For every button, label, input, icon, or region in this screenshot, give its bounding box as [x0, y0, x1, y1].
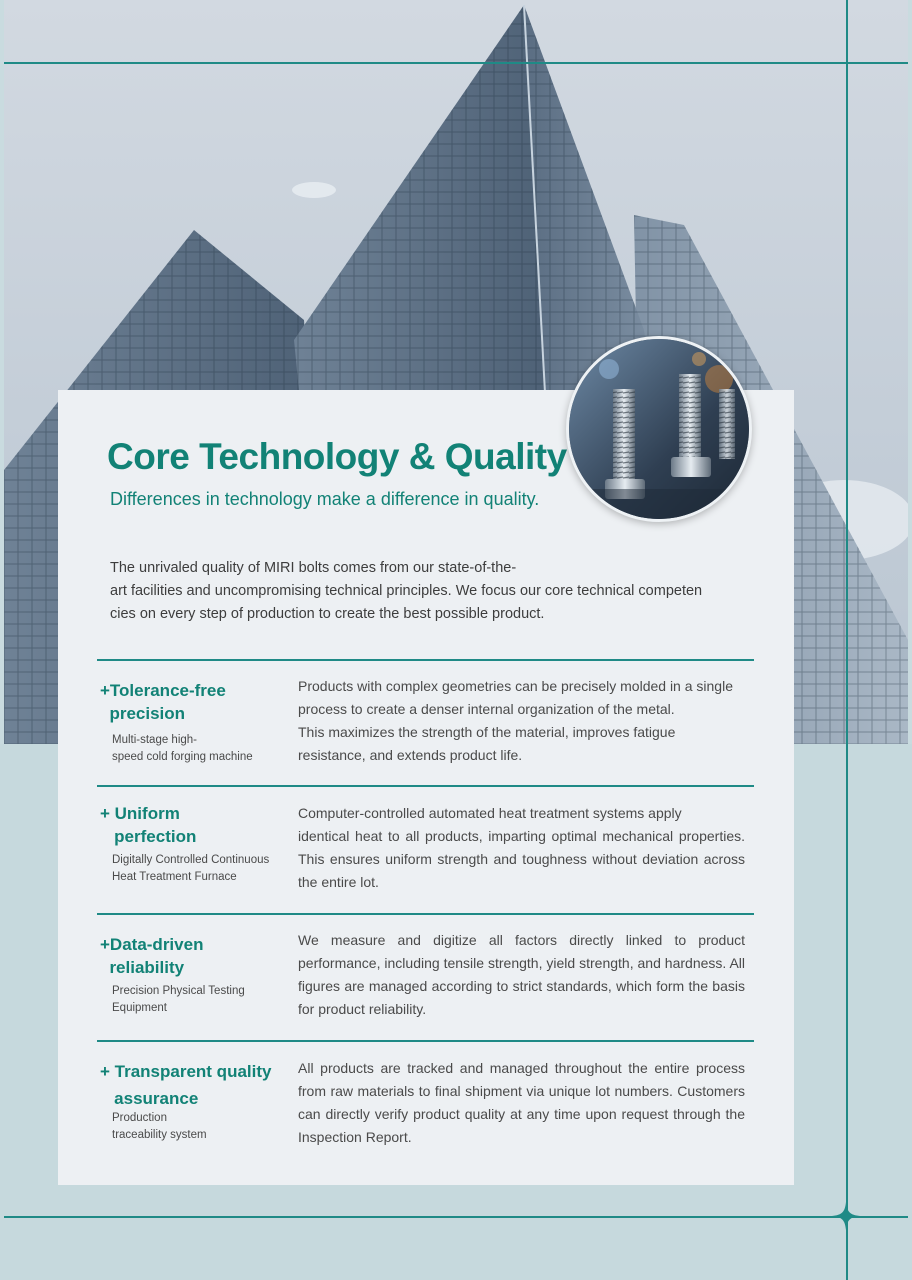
feature-title-line: +Tolerance-free [100, 681, 226, 700]
sparkle-icon [832, 1202, 860, 1230]
feature-sub-line: speed cold forging machine [112, 751, 253, 763]
feature-title-uniform [100, 802, 196, 848]
feature-title-tolerance [100, 679, 226, 725]
feature-desc-line: Computer-controlled automated heat treatment systems apply [298, 805, 682, 821]
feature-desc-line: performance, including tensile strength, yield strength, and hardness. All [298, 955, 745, 971]
feature-sub-line: Production [112, 1112, 167, 1124]
top-guide-line [4, 62, 908, 64]
intro-line: cies on every step of production to create the best possible product. [110, 606, 545, 622]
feature-desc-line: the entire lot. [298, 874, 379, 890]
feature-desc-line: for product reliability. [298, 1001, 427, 1017]
feature-title-line: perfection [100, 827, 197, 846]
feature-title-line: + Transparent quality [100, 1062, 272, 1081]
feature-desc-line: process to create a denser internal organization of the metal. [298, 701, 675, 717]
feature-desc-line: Inspection Report. [298, 1129, 412, 1145]
feature-sub-line: Precision Physical Testing [112, 985, 245, 997]
section-divider [97, 659, 754, 661]
feature-equipment-label [112, 852, 269, 886]
bolts-photo [566, 336, 752, 522]
bottom-guide-line [4, 1216, 908, 1218]
feature-description [298, 929, 745, 1021]
right-guide-line [846, 0, 848, 1280]
bolts-illustration [569, 339, 749, 519]
feature-description [298, 802, 745, 894]
feature-equipment-label [112, 1110, 207, 1144]
section-divider [97, 1040, 754, 1042]
feature-description [298, 675, 745, 767]
feature-desc-line: This ensures uniform strength and toughness without deviation across [298, 851, 745, 867]
feature-sub-line: Equipment [112, 1002, 167, 1014]
feature-sub-line: Multi-stage high- [112, 734, 198, 746]
feature-sub-line: Heat Treatment Furnace [112, 871, 237, 883]
feature-desc-line: Products with complex geometries can be precisely molded in a single [298, 678, 733, 694]
feature-desc-line: All products are tracked and managed throughout the entire process [298, 1060, 745, 1076]
feature-equipment-label [112, 983, 245, 1017]
feature-desc-line: identical heat to all products, imparting optimal mechanical properties. [298, 828, 745, 844]
feature-desc-line: from raw materials to final shipment via unique lot numbers. Customers [298, 1083, 745, 1099]
feature-title-data-driven [100, 933, 203, 979]
feature-title-line: + Uniform [100, 804, 180, 823]
feature-desc-line: can directly verify product quality at any time upon request through the [298, 1106, 745, 1122]
feature-title-line: reliability [100, 958, 185, 977]
feature-desc-line: resistance, and extends product life. [298, 747, 523, 763]
feature-title-line: precision [100, 704, 186, 723]
feature-sub-line: Digitally Controlled Continuous [112, 854, 270, 866]
page-title: Core Technology & Quality [107, 436, 567, 477]
feature-title-transparent [100, 1058, 271, 1112]
feature-title-line: assurance [100, 1089, 199, 1108]
feature-sub-line: traceability system [112, 1129, 207, 1141]
feature-desc-line: This maximizes the strength of the material, improves fatigue [298, 724, 676, 740]
feature-desc-line: We measure and digitize all factors directly linked to product [298, 932, 745, 948]
section-divider [97, 913, 754, 915]
feature-title-line: +Data-driven [100, 935, 204, 954]
feature-desc-line: figures are managed according to strict standards, which form the basis [298, 978, 745, 994]
page-subtitle: Differences in technology make a difference in quality. [110, 489, 540, 509]
intro-line: The unrivaled quality of MIRI bolts comes from our state-of-the- [110, 560, 517, 576]
feature-description [298, 1057, 745, 1149]
intro-paragraph [110, 557, 710, 626]
intro-line: art facilities and uncompromising technical principles. We focus our core technical competen [110, 583, 703, 599]
feature-equipment-label [112, 732, 253, 766]
section-divider [97, 785, 754, 787]
